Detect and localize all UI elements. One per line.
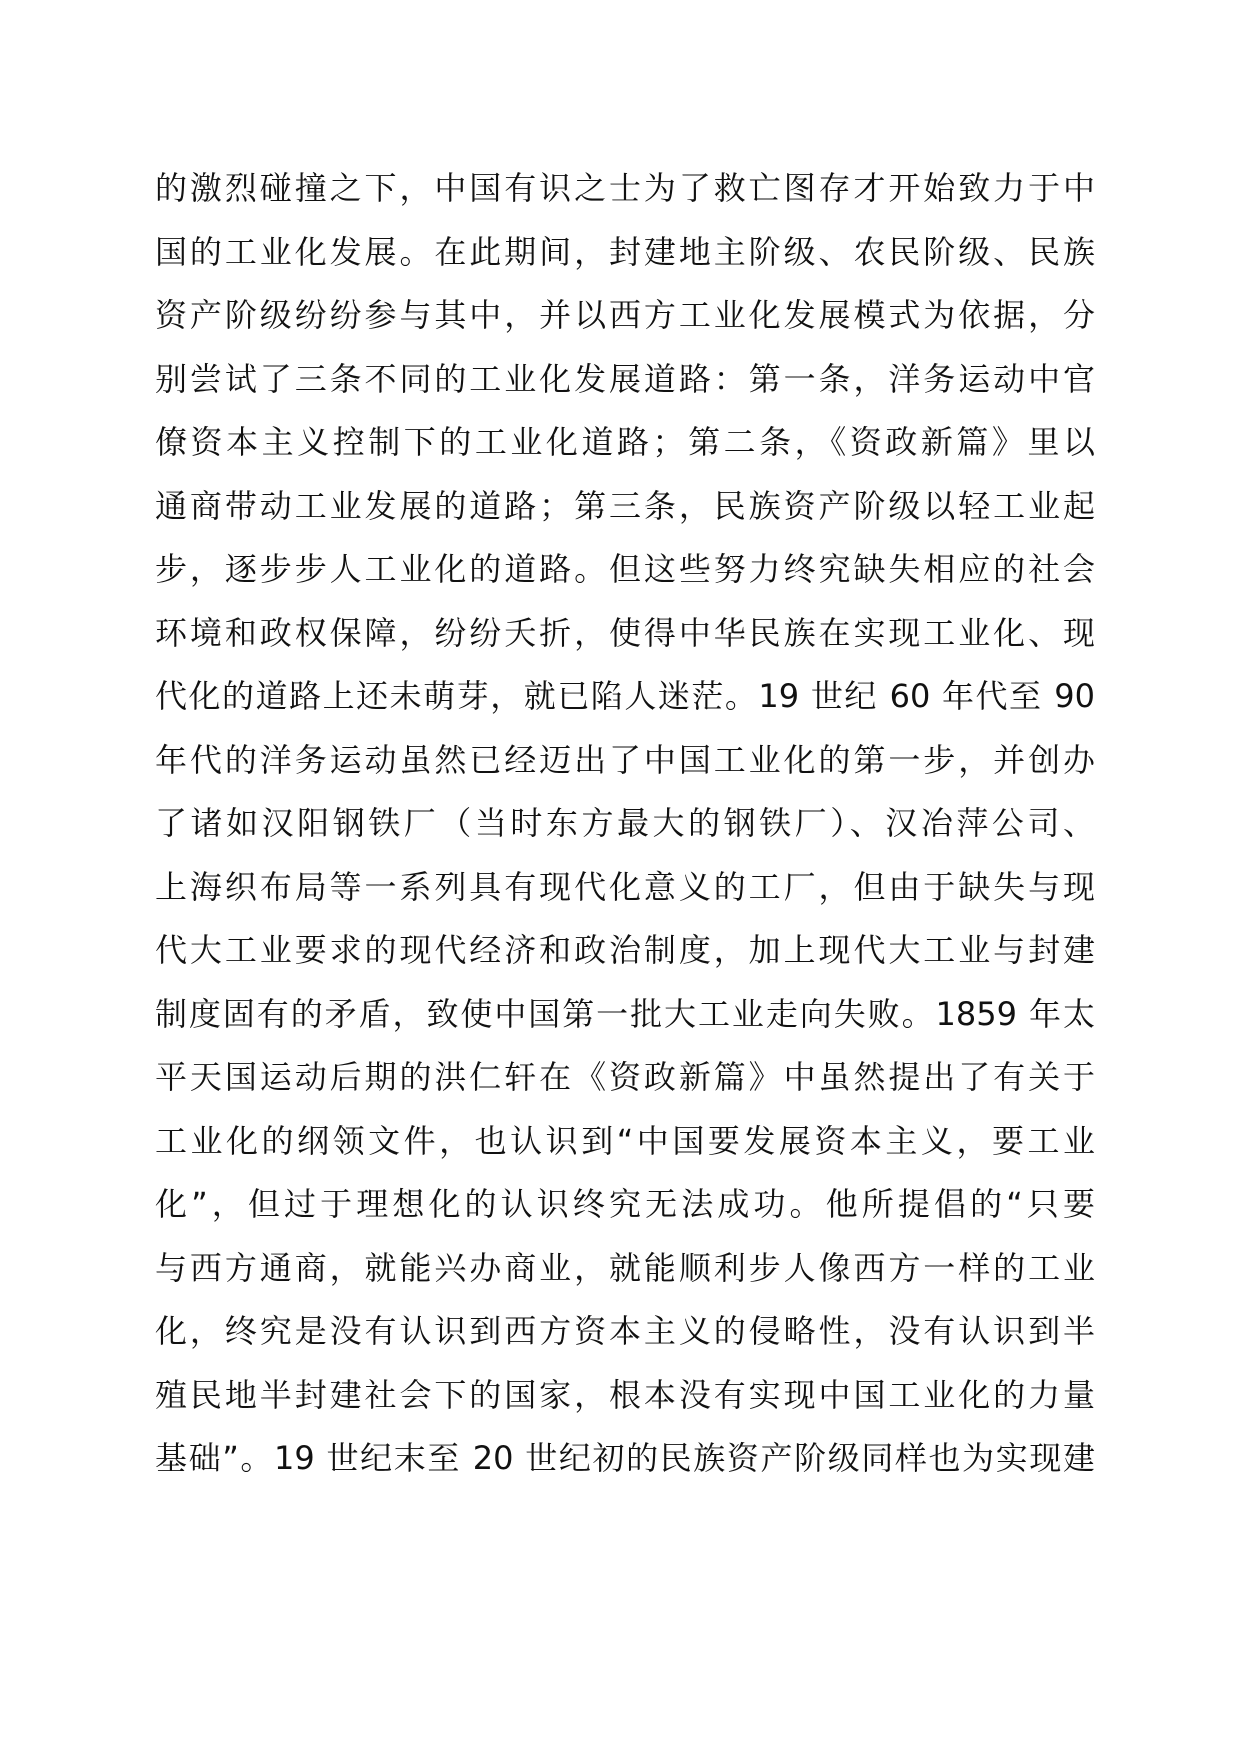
text-line: 步，逐步步人工业化的道路。但这些努力终究缺失相应的社会 <box>155 550 1095 588</box>
text-line: 工业化的纲领文件，也认识到“中国要发展资本主义，要工业 <box>155 1121 1095 1160</box>
body-text <box>155 157 1095 1491</box>
text-line: 与西方通商，就能兴办商业，就能顺利步人像西方一样的工业 <box>155 1248 1095 1287</box>
text-line: 了诸如汉阳钢铁厂（当时东方最大的钢铁厂）、汉冶萍公司、 <box>155 804 1095 842</box>
text-line: 年代的洋务运动虽然已经迈出了中国工业化的第一步，并创办 <box>155 740 1095 779</box>
text-line: 国的工业化发展。在此期间，封建地主阶级、农民阶级、民族 <box>155 232 1095 271</box>
text-line: 殖民地半封建社会下的国家，根本没有实现中国工业化的力量 <box>155 1375 1095 1414</box>
text-line: 化，终究是没有认识到西方资本主义的侵略性，没有认识到半 <box>155 1312 1095 1350</box>
text-line: 上海织布局等一系列具有现代化意义的工厂，但由于缺失与现 <box>155 867 1095 906</box>
text-line: 基础”。19 世纪末至 20 世纪初的民族资产阶级同样也为实现建 <box>155 1439 1095 1477</box>
text-line: 的激烈碰撞之下，中国有识之士为了救亡图存才开始致力于中 <box>155 169 1095 207</box>
text-line: 平天国运动后期的洪仁轩在《资政新篇》中虽然提出了有关于 <box>155 1058 1095 1096</box>
text-line: 制度固有的矛盾，致使中国第一批大工业走向失败。1859 年太 <box>155 994 1095 1033</box>
text-line: 环境和政权保障，纷纷夭折，使得中华民族在实现工业化、现 <box>155 613 1095 652</box>
text-line: 通商带动工业发展的道路；第三条，民族资产阶级以轻工业起 <box>155 486 1095 525</box>
text-line: 别尝试了三条不同的工业化发展道路：第一条，洋务运动中官 <box>155 359 1095 398</box>
text-line: 化”，但过于理想化的认识终究无法成功。他所提倡的“只要 <box>155 1185 1095 1223</box>
text-line: 代大工业要求的现代经济和政治制度，加上现代大工业与封建 <box>155 931 1095 969</box>
text-line: 资产阶级纷纷参与其中，并以西方工业化发展模式为依据，分 <box>155 296 1095 334</box>
text-line: 代化的道路上还未萌芽，就已陷人迷茫。19 世纪 60 年代至 90 <box>155 677 1095 715</box>
text-line: 僚资本主义控制下的工业化道路；第二条，《资政新篇》里以 <box>155 423 1095 461</box>
